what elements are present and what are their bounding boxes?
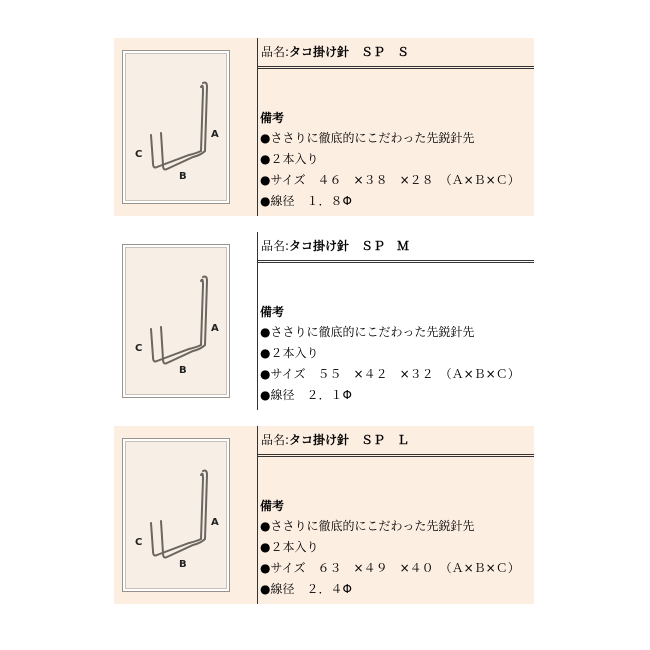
- note-line: ●２本入り: [260, 540, 319, 554]
- note-line: ●２本入り: [260, 346, 319, 360]
- note-line: ●ささりに徹底的にこだわった先鋭針先: [260, 131, 475, 145]
- note-line: ●２本入り: [260, 152, 319, 166]
- row-divider: [258, 260, 534, 261]
- row-divider: [258, 262, 534, 263]
- product-name-value: タコ掛け針 ＳＰ Ｍ: [289, 239, 410, 253]
- svg-text:A: A: [211, 323, 219, 334]
- svg-text:C: C: [135, 343, 143, 354]
- product-notes: [260, 304, 534, 406]
- product-photo: [122, 244, 230, 398]
- column-divider: [257, 38, 258, 216]
- product-name-label: 品名:: [261, 433, 290, 447]
- notes-title: 備考: [260, 305, 285, 319]
- product-name-label: 品名:: [261, 239, 290, 253]
- note-line: ●ささりに徹底的にこだわった先鋭針先: [260, 519, 475, 533]
- note-line: ●ささりに徹底的にこだわった先鋭針先: [260, 325, 475, 339]
- product-notes: [260, 110, 534, 212]
- product-card: [114, 38, 534, 216]
- notes-title: 備考: [260, 499, 285, 513]
- row-divider: [258, 68, 534, 69]
- column-divider: [257, 426, 258, 604]
- row-divider: [258, 66, 534, 67]
- product-card: [114, 232, 534, 410]
- product-photo: [122, 438, 230, 592]
- hook-illustration: [123, 439, 229, 591]
- svg-text:A: A: [211, 129, 219, 140]
- product-name-label: 品名:: [261, 45, 290, 59]
- product-name-value: タコ掛け針 ＳＰ Ｌ: [289, 433, 410, 447]
- svg-text:C: C: [135, 149, 143, 160]
- hook-illustration: [123, 245, 229, 397]
- svg-text:B: B: [179, 365, 187, 376]
- product-card: [114, 426, 534, 604]
- note-line: ●線径 ２．４Φ: [260, 582, 352, 596]
- row-divider: [258, 456, 534, 457]
- product-name-value: タコ掛け針 ＳＰ Ｓ: [289, 45, 410, 59]
- note-line: ●線径 ２．１Φ: [260, 388, 352, 402]
- svg-text:C: C: [135, 537, 143, 548]
- svg-text:B: B: [179, 171, 187, 182]
- column-divider: [257, 232, 258, 410]
- note-line: ●サイズ ４６ ×３８ ×２８ （Ａ×Ｂ×Ｃ）: [260, 173, 520, 187]
- svg-text:B: B: [179, 559, 187, 570]
- product-photo: [122, 50, 230, 204]
- svg-text:A: A: [211, 517, 219, 528]
- note-line: ●サイズ ６３ ×４９ ×４０ （Ａ×Ｂ×Ｃ）: [260, 561, 520, 575]
- note-line: ●線径 １．８Φ: [260, 194, 352, 208]
- row-divider: [258, 454, 534, 455]
- hook-illustration: [123, 51, 229, 203]
- note-line: ●サイズ ５５ ×４２ ×３２ （Ａ×Ｂ×Ｃ）: [260, 367, 520, 381]
- notes-title: 備考: [260, 111, 285, 125]
- product-notes: [260, 498, 534, 600]
